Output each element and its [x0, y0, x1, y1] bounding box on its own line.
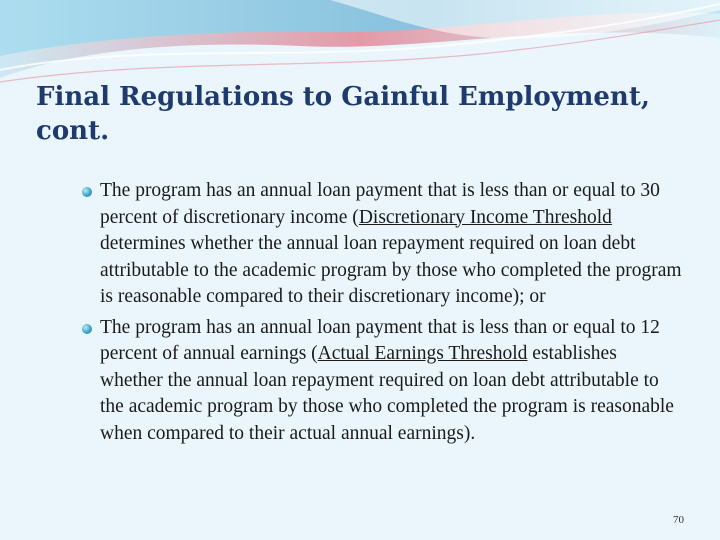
slide-title: Final Regulations to Gainful Employment, cont. [36, 82, 650, 146]
page-number: 70 [673, 514, 684, 526]
bullet-text: The program has an annual loan payment that is less than or equal to 12 percent of annual earnings ( [100, 316, 660, 364]
decorative-banner [0, 0, 720, 90]
bullet-item [82, 315, 682, 448]
bullet-item [82, 178, 682, 311]
discretionary-income-threshold-term: Discretionary Income Threshold [358, 206, 612, 228]
bullet-text: The program has an annual loan payment that is less than or equal to 30 percent of discretionary income ( [100, 180, 660, 228]
bullet-dot-icon [82, 187, 92, 197]
bullet-dot-icon [82, 324, 92, 334]
bullet-text: establishes whether the annual loan repayment required on loan debt attributable to the academic program by those who completed the program is reasonable when compared to their actual annual earnings). [100, 343, 674, 444]
bullet-text: determines whether the annual loan repayment required on loan debt attributable to the academic program by those who completed the program is reasonable compared to their discretionary income); or [100, 233, 682, 307]
bullet-list [82, 178, 682, 451]
actual-earnings-threshold-term: Actual Earnings Threshold [317, 343, 528, 364]
